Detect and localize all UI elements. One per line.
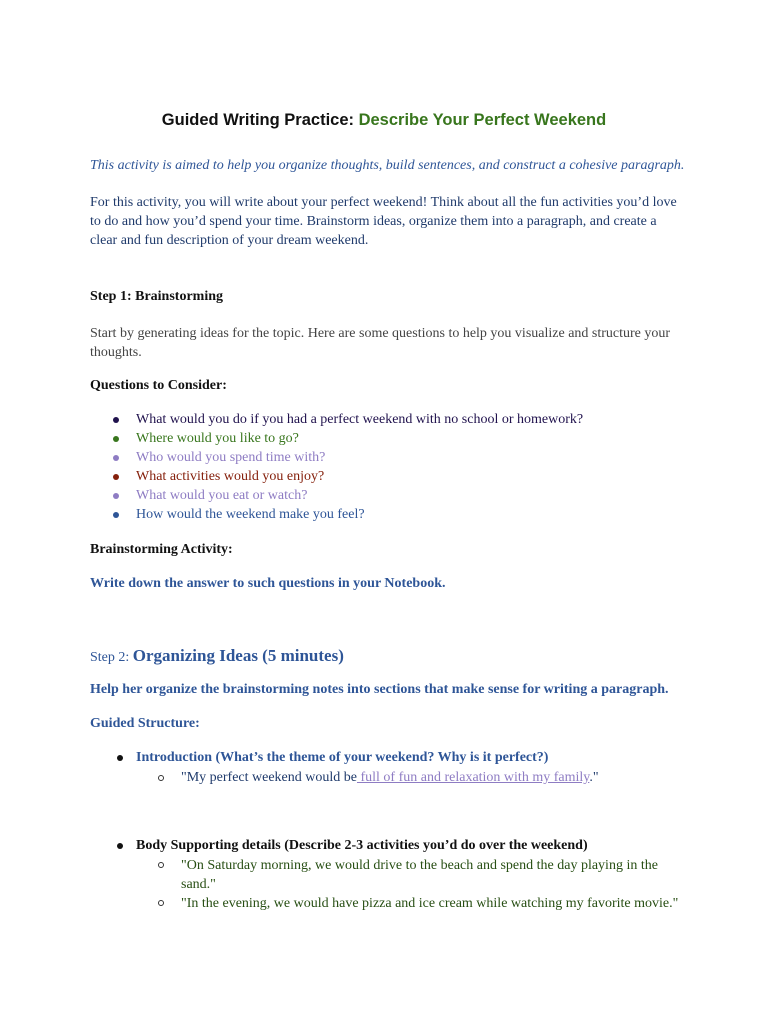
step1-heading: Step 1: Brainstorming (90, 289, 223, 304)
intro-example-link[interactable]: full of fun and relaxation with my family (356, 770, 590, 785)
list-item (90, 486, 690, 505)
question-text: Who would you spend time with? (136, 450, 326, 465)
body-example-2: "In the evening, we would have pizza and ice cream while watching my favorite movie." (181, 896, 679, 911)
bullet-icon (113, 493, 119, 499)
hollow-bullet-icon (158, 862, 164, 868)
bullet-icon (117, 843, 123, 849)
body-example-1: "On Saturday morning, we would drive to the beach and spend the day playing in the sand." (181, 858, 658, 892)
step2-heading (90, 644, 344, 670)
guided-structure-heading: Guided Structure: (90, 716, 200, 731)
brainstorming-activity-text: Write down the answer to such questions in your Notebook. (90, 576, 446, 591)
intro-paragraph: For this activity, you will write about your perfect weekend! Think about all the fun activities you’d love to do and how you’d spend your time. Brainstorm ideas, organize them into a paragraph, and create a clear and fun description of your dream weekend. (90, 195, 677, 248)
bullet-icon (113, 512, 119, 518)
intro-italic: This activity is aimed to help you organize thoughts, build sentences, and construct a cohesive paragraph. (90, 158, 685, 173)
questions-list (90, 410, 690, 524)
step2-help-text: Help her organize the brainstorming notes into sections that make sense for writing a paragraph. (90, 682, 669, 697)
list-item (90, 410, 690, 429)
step1-description: Start by generating ideas for the topic. Here are some questions to help you visualize and structure your thoughts. (90, 326, 671, 360)
hollow-bullet-icon (158, 775, 164, 781)
list-item (90, 448, 690, 467)
bullet-icon (113, 436, 119, 442)
bullet-icon (113, 474, 119, 480)
title-prefix: Guided Writing Practice: (161, 111, 359, 129)
bullet-icon (113, 417, 119, 423)
brainstorming-activity-heading: Brainstorming Activity: (90, 542, 233, 557)
step2-title: Organizing Ideas (5 minutes) (132, 646, 344, 665)
question-text: Where would you like to go? (136, 431, 299, 446)
bullet-icon (117, 755, 123, 761)
bullet-icon (113, 455, 119, 461)
body-details-heading: Body Supporting details (Describe 2-3 activities you’d do over the weekend) (136, 838, 588, 853)
list-item (90, 505, 690, 524)
intro-example-prefix: "My perfect weekend would be (181, 770, 357, 785)
page-title (0, 109, 768, 131)
question-text: What would you eat or watch? (136, 488, 308, 503)
question-text: What activities would you enjoy? (136, 469, 325, 484)
hollow-bullet-icon (158, 900, 164, 906)
question-text: What would you do if you had a perfect weekend with no school or homework? (136, 412, 584, 427)
introduction-example (181, 768, 599, 788)
intro-example-suffix: ." (589, 770, 599, 785)
step2-label: Step 2: (90, 650, 133, 665)
title-highlight: Describe Your Perfect Weekend (358, 111, 607, 129)
list-item (90, 429, 690, 448)
question-text: How would the weekend make you feel? (136, 507, 365, 522)
introduction-heading: Introduction (What’s the theme of your weekend? Why is it perfect?) (136, 750, 549, 765)
list-item (90, 467, 690, 486)
questions-heading: Questions to Consider: (90, 378, 227, 393)
